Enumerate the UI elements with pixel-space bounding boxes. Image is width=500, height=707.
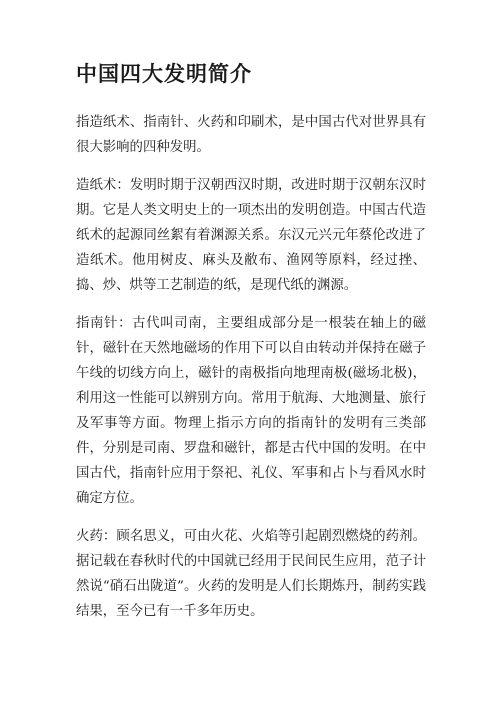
- papermaking-paragraph: 造纸术：发明时期于汉朝西汉时期，改进时期于汉朝东汉时期。它是人类文明史上的一项杰出的发明创造。中国古代造纸术的起源同丝絮有着渊源关系。东汉元兴元年蔡伦改进了造纸术。他用树皮、麻头及敝布、渔网等原料，经过挫、捣、炒、烘等工艺制造的纸，是现代纸的渊源。: [76, 178, 426, 293]
- compass-paragraph: 指南针：古代叫司南，主要组成部分是一根装在轴上的磁针，磁针在天然地磁场的作用下可以自由转动并保持在磁子午线的切线方向上，磁针的南极指向地理南极(磁场北极)，利用这一性能可以辨别方向。常用于航海、大地测量、旅行及军事等方面。物理上指示方向的指南针的发明有三类部件，分别是司南、罗盘和磁针，都是古代中国的发明。在中国古代，指南针应用于祭祀、礼仪、军事和占卜与看风水时确定方位。: [76, 316, 426, 506]
- document-page: [76, 58, 426, 637]
- document-title: 中国四大发明简介: [76, 62, 252, 86]
- gunpowder-paragraph: 火药：顾名思义，可由火花、火焰等引起剧烈燃烧的药剂。据记载在春秋时代的中国就已经用于民间民生应用，范子计然说“硝石出陇道”。火药的发明是人们长期炼丹，制药实践结果，至今已有一千多年历史。: [76, 529, 426, 619]
- intro-paragraph: 指造纸术、指南针、火药和印刷术，是中国古代对世界具有很大影响的四种发明。: [76, 115, 426, 155]
